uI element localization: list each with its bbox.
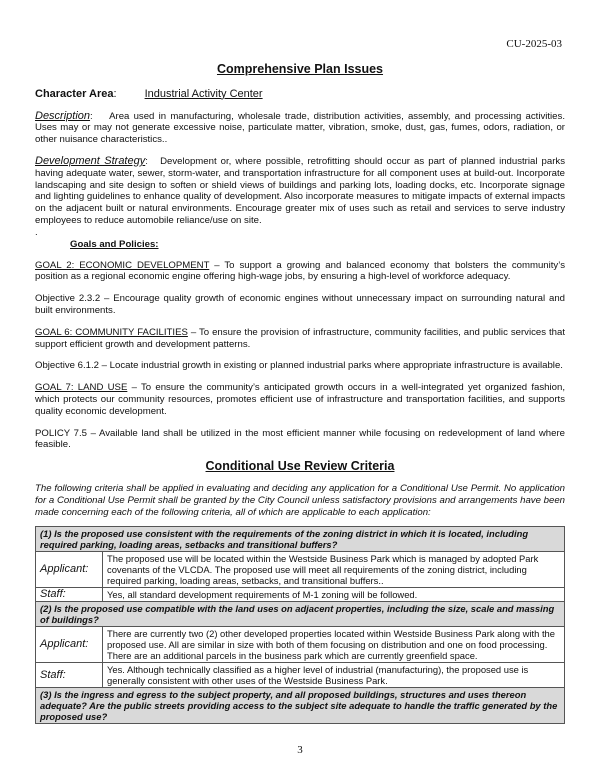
description-label: Description xyxy=(35,109,91,122)
staff-label: Staff: xyxy=(36,588,103,602)
criteria-staff-row xyxy=(36,588,565,602)
character-area-label: Character Area xyxy=(35,87,114,100)
strategy-paragraph: Development Strategy: Development or, where possible, retrofitting should occur as part of planned industrial parks having adequate water, sewer, storm-water, and transportation infrastructure for all component uses at build-out. Incorporate landscaping and site design to soften or shield views of buildings and parking lots, loading docks, etc. Incorporate signage and lighting guidelines to enhance quality of development. Also incorporate measures to mitigate impacts of external impacts on the adjacent built or natural environments. Encourage greater mix of uses such as retail and services to serve industry employees to reduce automobile reliance/use on site. xyxy=(35,154,565,226)
criteria-staff-row xyxy=(36,663,565,688)
policy-7-5: POLICY 7.5 – Available land shall be utilized in the most efficient manner while focusing on redevelopment of land where feasible. xyxy=(35,427,565,451)
criteria-table xyxy=(35,526,565,724)
applicant-response: There are currently two (2) other developed properties located within Westside Business Park along with the proposed use. All are similar in size with both of them focusing on distribution and one on food processing. There are an additional parcels in the business park which are currently greenfield space. xyxy=(103,627,565,663)
case-number: CU-2025-03 xyxy=(506,38,562,50)
applicant-label: Applicant: xyxy=(36,552,103,588)
page-number: 3 xyxy=(297,744,303,756)
criteria-question: (3) Is the ingress and egress to the subject property, and all proposed buildings, structures and uses thereon adequate? Are the public streets providing access to the subject site adequate to handle the traffic generated by the proposed use? xyxy=(36,688,565,724)
objective-2-3-2: Objective 2.3.2 – Encourage quality growth of economic engines without unnecessary impact on surrounding natural and built environments. xyxy=(35,293,565,316)
applicant-label: Applicant: xyxy=(36,627,103,663)
staff-response: Yes, all standard development requirements of M-1 zoning will be followed. xyxy=(103,588,565,602)
criteria-question-row xyxy=(36,527,565,552)
goals-heading: Goals and Policies: xyxy=(70,238,159,250)
objective-6-1-2: Objective 6.1.2 – Locate industrial growth in existing or planned industrial parks where appropriate infrastructure is available. xyxy=(35,360,563,372)
staff-label: Staff: xyxy=(36,663,103,688)
stray-mark: . xyxy=(35,226,38,238)
criteria-intro: The following criteria shall be applied in evaluating and deciding any application for a Conditional Use Permit. No application for a Conditional Use Permit shall be granted by the City Council unless satisfactory provisions and arrangements have been made concerning each of the following criteria, all of which are applicable to each application: xyxy=(35,482,565,518)
page-content xyxy=(35,60,565,724)
goal-7: GOAL 7: LAND USE – To ensure the community’s anticipated growth occurs in a well-integrated yet organized fashion, which protects our community resources, promotes efficient use of infrastructure and transportation facilities, and supports quality economic development. xyxy=(35,382,565,417)
criteria-applicant-row xyxy=(36,627,565,663)
criteria-question-row xyxy=(36,688,565,724)
staff-response: Yes. Although technically classified as a higher level of industrial (manufacturing), the proposed use is generally consistent with other uses of the Westside Business Park. xyxy=(103,663,565,688)
description-text: Area used in manufacturing, wholesale trade, distribution activities, assembly, and processing activities. Uses may or may not generate excessive noise, particulate matter, vibration, smoke, dust, gas, fumes, odors, radiation, or other nuisance characteristics.. xyxy=(35,110,565,146)
applicant-response: The proposed use will be located within the Westside Business Park which is managed by adopted Park covenants of the VLCDA. The proposed use will meet all requirements of the zoning district, including required parking, loading areas, setbacks, and transitional buffers.. xyxy=(103,552,565,588)
criteria-title: Conditional Use Review Criteria xyxy=(205,459,395,474)
criteria-question-row xyxy=(36,602,565,627)
criteria-applicant-row xyxy=(36,552,565,588)
description-paragraph: Description: Area used in manufacturing, wholesale trade, distribution activities, assembly, and processing activities. Uses may or may not generate excessive noise, particulate matter, vibration, smoke, dust, gas, fumes, odors, radiation, or other nuisance characteristics.. xyxy=(35,109,565,146)
strategy-label: Development Strategy xyxy=(35,154,146,167)
criteria-question: (1) Is the proposed use consistent with the requirements of the zoning district in which it is located, including required parking, loading areas, setbacks and transitional buffers? xyxy=(36,527,565,552)
character-area-value: Industrial Activity Center xyxy=(144,87,263,100)
goal-6: GOAL 6: COMMUNITY FACILITIES – To ensure the provision of infrastructure, community facilities, and public services that support efficient growth and development patterns. xyxy=(35,326,565,350)
character-area: Character Area: Industrial Activity Center xyxy=(35,87,263,100)
criteria-question: (2) Is the proposed use compatible with the land uses on adjacent properties, including the size, scale and massing of buildings? xyxy=(36,602,565,627)
strategy-text: Development or, where possible, retrofitting should occur as part of planned industrial parks having adequate water, sewer, storm-water, and transportation infrastructure for all component uses at build-out. Incorporate landscaping and site design to soften or shield views of buildings and parking lots, loading docks, etc. Incorporate signage and lighting guidelines to enhance quality of development. Also incorporate measures to mitigate impacts of external impacts on the adjacent built or natural environments. Encourage greater mix of uses such as retail and services to serve industry employees to reduce automobile reliance/use on site. xyxy=(35,155,565,226)
goal-2: GOAL 2: ECONOMIC DEVELOPMENT – To support a growing and balanced economy that bolsters the community’s position as a regional economic engine offering high-wage jobs, by ensuring a high-level of workforce adequacy. xyxy=(35,259,565,283)
plan-title: Comprehensive Plan Issues xyxy=(216,62,384,76)
